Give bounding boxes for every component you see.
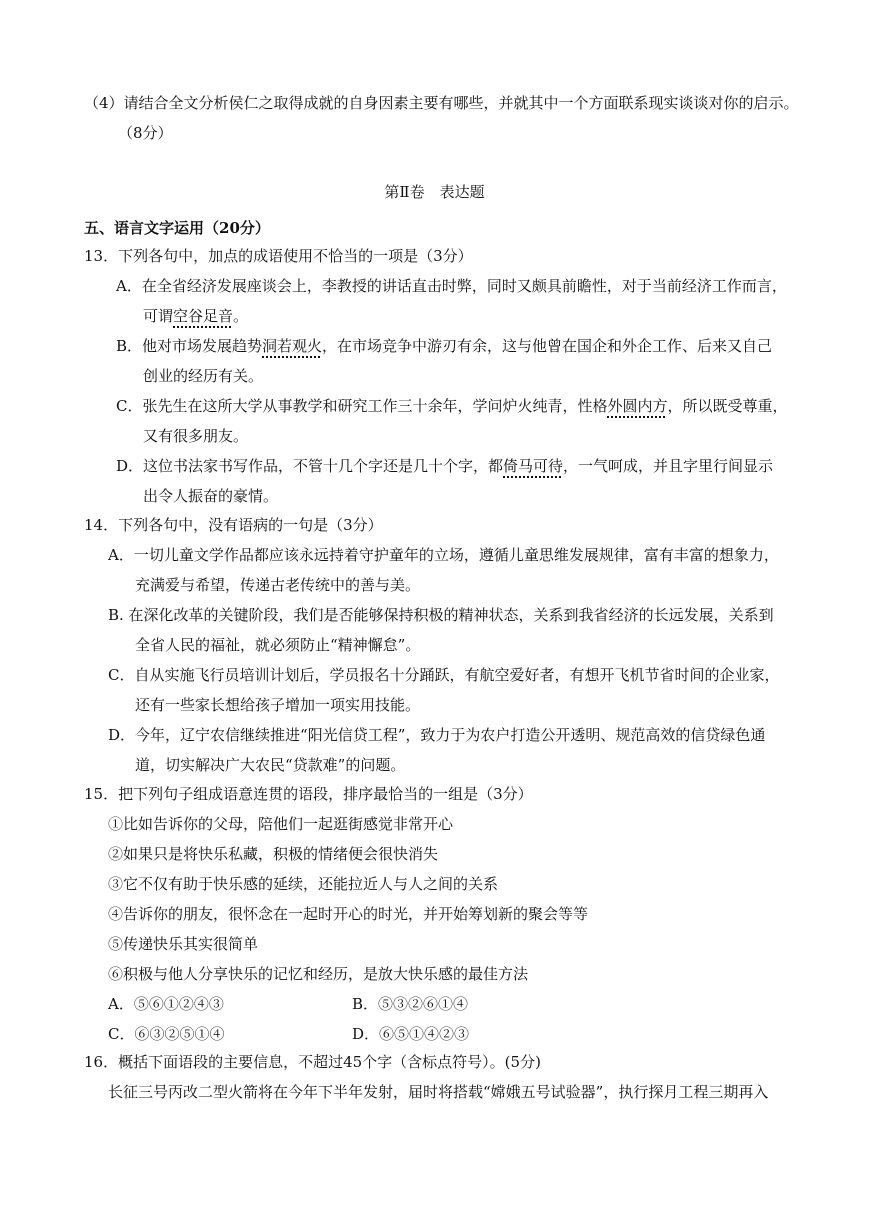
q13-option-d-line1 bbox=[116, 456, 773, 476]
section-title: 第Ⅱ卷 表达题 bbox=[384, 183, 485, 201]
q13-d-pre: D．这位书法家书写作品，不管十几个字还是几十个字，都 bbox=[116, 457, 504, 475]
part5-heading: 五、语言文字运用（20分） bbox=[84, 219, 270, 237]
q4-line2: （8分） bbox=[118, 124, 173, 142]
q13-option-a-line1: A．在全省经济发展座谈会上，李教授的讲话直击时弊，同时又颇具前瞻性，对于当前经济工作而言， bbox=[116, 277, 787, 295]
q15-item-4: ④告诉你的朋友，很怀念在一起时开心的时光，并开始筹划新的聚会等等 bbox=[108, 905, 589, 923]
q13-option-c-line1 bbox=[116, 396, 788, 416]
q13-option-d-line2: 出令人振奋的豪情。 bbox=[143, 487, 279, 505]
q13-b-dotted-idiom: 洞若观火 bbox=[262, 337, 323, 355]
q15-option-a: A．⑤⑥①②④③ bbox=[108, 995, 224, 1013]
q14-stem: 14．下列各句中，没有语病的一句是（3分） bbox=[84, 516, 383, 534]
q13-option-c-line2: 又有很多朋友。 bbox=[143, 427, 249, 445]
q16-stem: 16．概括下面语段的主要信息，不超过45个字（含标点符号）。(5分) bbox=[84, 1053, 541, 1071]
q16-text-line1: 长征三号丙改二型火箭将在今年下半年发射，届时将搭载“嫦娥五号试验器”，执行探月工程三期再入 bbox=[108, 1083, 769, 1101]
q14-option-a-line2: 充满爱与希望，传递古老传统中的善与美。 bbox=[135, 576, 421, 594]
q15-item-5: ⑤传递快乐其实很简单 bbox=[108, 935, 259, 953]
q13-a-dotted-idiom: 空谷足音 bbox=[173, 307, 234, 325]
q13-c-post: ，所以既受尊重， bbox=[667, 397, 788, 415]
q13-stem: 13．下列各句中，加点的成语使用不恰当的一项是（3分） bbox=[84, 247, 473, 265]
q15-option-c: C．⑥③②⑤①④ bbox=[108, 1025, 225, 1043]
q4-line1: （4）请结合全文分析侯仁之取得成就的自身因素主要有哪些，并就其中一个方面联系现实谈谈对你的启示。 bbox=[84, 94, 799, 112]
q14-option-c-line1: C．自从实施飞行员培训计划后，学员报名十分踊跃，有航空爱好者，有想开飞机节省时间的企业家， bbox=[108, 666, 780, 684]
q13-c-pre: C．张先生在这所大学从事教学和研究工作三十余年，学问炉火纯青，性格 bbox=[116, 397, 608, 415]
q13-a-pre: 可谓 bbox=[143, 307, 174, 325]
q15-stem: 15．把下列句子组成语意连贯的语段，排序最恰当的一组是（3分） bbox=[84, 785, 533, 803]
q14-option-c-line2: 还有一些家长想给孩子增加一项实用技能。 bbox=[135, 696, 421, 714]
q15-item-1: ①比如告诉你的父母，陪他们一起逛街感觉非常开心 bbox=[108, 815, 454, 833]
q13-d-post: ，一气呵成，并且字里行间显示 bbox=[563, 457, 774, 475]
q13-option-b-line1 bbox=[116, 336, 772, 356]
q15-item-6: ⑥积极与他人分享快乐的记忆和经历，是放大快乐感的最佳方法 bbox=[108, 965, 529, 983]
q13-b-post: ，在市场竞争中游刃有余，这与他曾在国企和外企工作、后来又自己 bbox=[322, 337, 773, 355]
q13-b-pre: B．他对市场发展趋势 bbox=[116, 337, 263, 355]
q13-c-dotted-idiom: 外圆内方 bbox=[607, 397, 668, 415]
q13-option-b-line2: 创业的经历有关。 bbox=[143, 367, 264, 385]
q13-option-a-line2 bbox=[143, 306, 248, 326]
q14-option-d-line2: 道，切实解决广大农民“贷款难”的问题。 bbox=[135, 756, 406, 774]
q15-option-b: B．⑤③②⑥①④ bbox=[352, 995, 469, 1013]
q14-option-d-line1: D．今年，辽宁农信继续推进“阳光信贷工程”，致力于为农户打造公开透明、规范高效的信贷绿色通 bbox=[108, 726, 766, 744]
q15-item-3: ③它不仅有助于快乐感的延续，还能拉近人与人之间的关系 bbox=[108, 875, 499, 893]
q14-option-b-line1: B. 在深化改革的关键阶段，我们是否能够保持积极的精神状态，关系到我省经济的长远发展，关系到 bbox=[108, 606, 774, 624]
q14-option-a-line1: A．一切儿童文学作品都应该永远持着守护童年的立场，遵循儿童思维发展规律，富有丰富的想象力， bbox=[108, 546, 779, 564]
q13-d-dotted-idiom: 倚马可待 bbox=[503, 457, 564, 475]
q14-option-b-line2: 全省人民的福祉，就必须防止“精神懈怠”。 bbox=[135, 636, 421, 654]
q13-a-post: 。 bbox=[233, 307, 249, 325]
q15-item-2: ②如果只是将快乐私藏，积极的情绪便会很快消失 bbox=[108, 845, 439, 863]
q15-option-d: D．⑥⑤①④②③ bbox=[352, 1025, 470, 1043]
